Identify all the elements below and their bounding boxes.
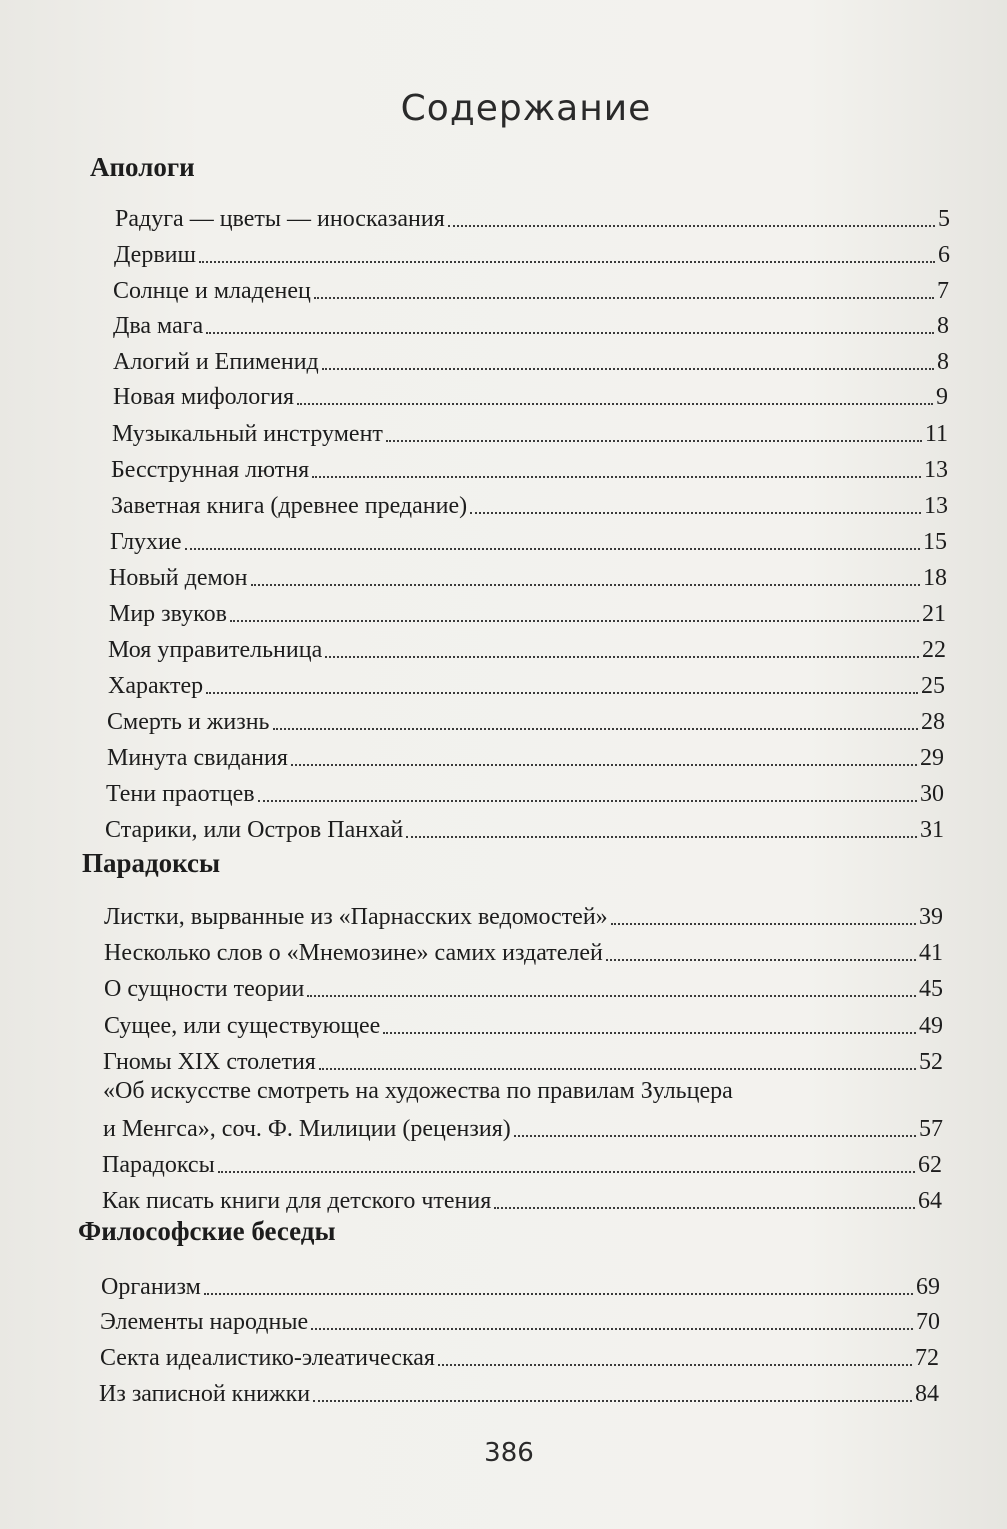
page-ref: 49 [919,1013,943,1039]
page-ref: 22 [922,637,946,663]
toc-entry: Глухие 15 [110,529,947,555]
page-ref: 15 [923,529,947,555]
page-ref: 8 [937,349,949,375]
page-ref: 30 [920,781,944,807]
page-ref: 11 [924,421,948,447]
page-ref: 52 [919,1049,943,1075]
page-ref: 31 [920,817,944,843]
page-ref: 39 [919,904,943,930]
toc-entry: Организм 69 [101,1274,940,1300]
toc-entry: Радуга — цветы — иносказания 5 [115,206,950,232]
toc-entry: Музыкальный инструмент 11 [112,421,948,447]
page-ref: 6 [938,242,950,268]
toc-entry: Листки, вырванные из «Парнасских ведомостей» 39 [104,904,943,930]
page-ref: 84 [915,1381,939,1407]
page-ref: 5 [938,206,950,232]
page-ref: 18 [923,565,947,591]
page-ref: 25 [921,673,945,699]
toc-entry: О сущности теории 45 [104,976,943,1002]
page-ref: 28 [921,709,945,735]
page-ref: 13 [924,457,948,483]
toc-entry: Из записной книжки 84 [99,1381,939,1407]
toc-entry: Алогий и Епименид 8 [113,349,949,375]
toc-entry: Сущее, или существующее 49 [104,1013,943,1039]
section-heading: Апологи [90,152,195,182]
page-ref: 41 [919,940,943,966]
page-number: 386 [484,1438,534,1468]
toc-entry: Тени праотцев 30 [106,781,944,807]
toc-entry: Дервиш 6 [114,242,950,268]
toc-entry [103,1078,943,1112]
section-heading: Философские беседы [78,1216,336,1246]
page-ref: 21 [922,601,946,627]
page-ref: 70 [916,1309,940,1335]
toc-entry: Моя управительница 22 [108,637,946,663]
toc-entry: Смерть и жизнь 28 [107,709,945,735]
page-ref: 45 [919,976,943,1002]
toc-entry: Минута свидания 29 [107,745,944,771]
toc-entry: Новая мифология 9 [113,384,948,410]
toc-entry: Солнце и младенец 7 [113,278,949,304]
page-ref: 9 [936,384,948,410]
toc-entry: Заветная книга (древнее предание) 13 [111,493,948,519]
toc-entry: Гномы XIX столетия 52 [103,1049,943,1075]
toc-entry: Парадоксы 62 [102,1152,942,1178]
page-ref: 29 [920,745,944,771]
page-ref: 64 [918,1188,942,1214]
page-title: Содержание [400,88,652,129]
page-ref: 69 [916,1274,940,1300]
section-heading: Парадоксы [82,848,221,878]
page-ref: 7 [937,278,949,304]
toc-entry: Два мага 8 [113,313,949,339]
toc-entry: Бесструнная лютня 13 [111,457,948,483]
toc-entry: Секта идеалистико-элеатическая 72 [100,1345,939,1371]
toc-entry: Старики, или Остров Панхай 31 [105,817,944,843]
page-ref: 8 [937,313,949,339]
toc-entry: Характер 25 [108,673,945,699]
page-ref: 72 [915,1345,939,1371]
toc-entry: Мир звуков 21 [109,601,946,627]
toc-entry: Элементы народные 70 [100,1309,940,1335]
page-ref: 62 [918,1152,942,1178]
toc-entry: и Менгса», соч. Ф. Милиции (рецензия) 57 [103,1116,943,1142]
toc-entry: Новый демон 18 [109,565,947,591]
toc-entry: Как писать книги для детского чтения 64 [102,1188,942,1214]
toc-entry: Несколько слов о «Мнемозине» самих издателей 41 [104,940,943,966]
page-ref: 13 [924,493,948,519]
entry-label-line-1: «Об искусстве смотреть на художества по правилам Зульцера [103,1078,733,1104]
page-ref: 57 [919,1116,943,1142]
